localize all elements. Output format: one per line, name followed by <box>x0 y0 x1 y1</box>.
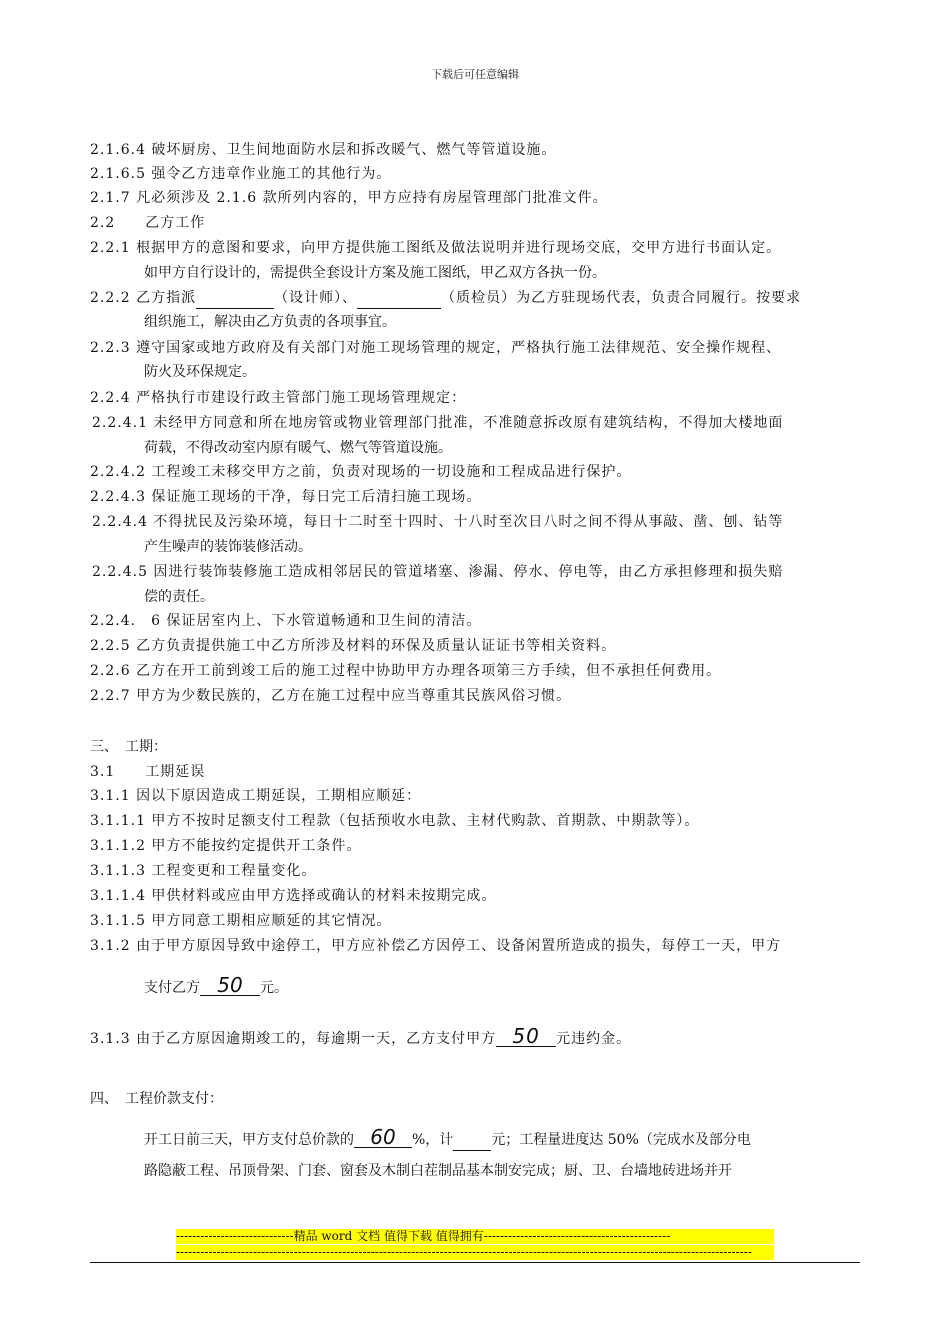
clause-2-2-7: 2.2.7 甲方为少数民族的，乙方在施工过程中应当尊重其民族风俗习惯。 <box>90 688 572 704</box>
designer-blank[interactable] <box>196 288 274 309</box>
clause-3-1-2: 3.1.2 由于甲方原因导致中途停工，甲方应补偿乙方因停工、设备闲置所造成的损失，每停工一天，甲方 <box>90 938 782 954</box>
clause-3-1-1-4: 3.1.1.4 甲供材料或应由甲方选择或确认的材料未按期完成。 <box>90 888 497 904</box>
clause-2-2-5: 2.2.5 乙方负责提供施工中乙方所涉及材料的环保及质量认证证书等相关资料。 <box>90 638 617 654</box>
payment-terms-line <box>144 1127 751 1151</box>
clause-2-2-1: 2.2.1 根据甲方的意图和要求，向甲方提供施工图纸及做法说明并进行现场交底，交甲方进行书面认定。 <box>90 240 782 256</box>
payment-prefix: 开工日前三天，甲方支付总价款的 <box>144 1132 354 1148</box>
clause-3-1-1-1: 3.1.1.1 甲方不按时足额支付工程款（包括预收水电款、主材代购款、首期款、中期款等）。 <box>90 813 700 829</box>
section-3-1-heading: 3.1 工期延误 <box>90 764 206 780</box>
clause-3-1-1-5: 3.1.1.5 甲方同意工期相应顺延的其它情况。 <box>90 913 392 929</box>
clause-2-2-3-cont: 防火及环保规定。 <box>144 364 256 380</box>
clause-2-1-6-5: 2.1.6.5 强令乙方违章作业施工的其他行为。 <box>90 166 392 182</box>
clause-2-2-4-2: 2.2.4.2 工程竣工未移交甲方之前，负责对现场的一切设施和工程成品进行保护。 <box>90 464 632 480</box>
inspector-label: （质检员）为乙方驻现场代表，负责合同履行。按要求 <box>441 290 802 306</box>
clause-3-1-1: 3.1.1 因以下原因造成工期延误，工期相应顺延： <box>90 788 422 804</box>
payment-suffix: 元；工程量进度达 50%（完成水及部分电 <box>491 1132 751 1148</box>
clause-2-2-4-3: 2.2.4.3 保证施工现场的干净，每日完工后清扫施工现场。 <box>90 489 482 505</box>
clause-2-2-6: 2.2.6 乙方在开工前到竣工后的施工过程中协助甲方办理各项第三方手续，但不承担任何费用。 <box>90 663 722 679</box>
designer-label: （设计师）、 <box>274 290 358 306</box>
daily-compensation-value[interactable]: 50 <box>200 975 260 996</box>
clause-2-2-1-cont: 如甲方自行设计的，需提供全套设计方案及施工图纸，甲乙双方各执一份。 <box>144 265 606 281</box>
section-4-heading: 四、 工程价款支付： <box>90 1091 223 1107</box>
clause-2-2-4: 2.2.4 严格执行市建设行政主管部门施工现场管理规定： <box>90 390 467 406</box>
payment-terms-cont: 路隐蔽工程、吊顶骨架、门套、窗套及木制白茬制品基本制安完成；厨、卫、台墙地砖进场并开 <box>144 1163 732 1179</box>
payment-amount-blank[interactable] <box>453 1130 491 1151</box>
clause-3-1-1-3: 3.1.1.3 工程变更和工程量变化。 <box>90 863 317 879</box>
section-3-heading: 三、 工期： <box>90 739 167 755</box>
clause-2-2-2 <box>90 288 801 309</box>
clause-2-2-4-5-cont: 偿的责任。 <box>144 589 214 605</box>
footer-rule <box>90 1262 860 1263</box>
clause-2-2-4-1-cont: 荷载，不得改动室内原有暖气、燃气等管道设施。 <box>144 440 452 456</box>
header-note: 下载后可任意编辑 <box>431 68 519 81</box>
payment-mid: %，计 <box>412 1132 454 1148</box>
clause-2-2-3: 2.2.3 遵守国家或地方政府及有关部门对施工现场管理的规定，严格执行施工法律规范、安全操作规程、 <box>90 340 782 356</box>
clause-2-2-4-4-cont: 产生噪声的装饰装修活动。 <box>144 539 312 555</box>
daily-penalty-value[interactable]: 50 <box>496 1026 556 1047</box>
penalty-suffix: 元违约金。 <box>556 1031 632 1047</box>
clause-2-2-2-cont: 组织施工，解决由乙方负责的各项事宜。 <box>144 314 396 330</box>
footer-banner-line1: -----------------------------精品 word 文档 值得下载 值得拥有---------------------------------------------- <box>176 1229 774 1244</box>
inspector-blank[interactable] <box>357 288 441 309</box>
clause-2-1-6-4: 2.1.6.4 破坏厨房、卫生间地面防水层和拆改暖气、燃气等管道设施。 <box>90 142 557 158</box>
clause-2-2-2-prefix: 2.2.2 乙方指派 <box>90 290 197 306</box>
clause-2-2-4-5: 2.2.4.5 因进行装饰装修施工造成相邻居民的管道堵塞、渗漏、停水、停电等，由乙方承担修理和损失赔 <box>92 564 784 580</box>
footer-banner-line2: ---------------------------------------------------------------------------------------------------------------------------------------------- <box>176 1245 774 1260</box>
clause-2-2-4-4: 2.2.4.4 不得扰民及污染环境，每日十二时至十四时、十八时至次日八时之间不得从事敲、凿、刨、钻等 <box>92 514 784 530</box>
clause-2-1-7: 2.1.7 凡必须涉及 2.1.6 款所列内容的，甲方应持有房屋管理部门批准文件。 <box>90 190 608 206</box>
pay-yi-prefix: 支付乙方 <box>144 980 200 996</box>
clause-3-1-1-2: 3.1.1.2 甲方不能按约定提供开工条件。 <box>90 838 362 854</box>
clause-2-2-4-1: 2.2.4.1 未经甲方同意和所在地房管或物业管理部门批准，不准随意拆改原有建筑结构，不得加大楼地面 <box>92 415 784 431</box>
down-payment-percent[interactable]: 60 <box>354 1127 412 1148</box>
penalty-prefix: 3.1.3 由于乙方原因逾期竣工的，每逾期一天，乙方支付甲方 <box>90 1031 497 1047</box>
clause-3-1-3 <box>90 1026 631 1049</box>
pay-yi-suffix: 元。 <box>260 980 288 996</box>
clause-2-2-4-6: 2.2.4. 6 保证居室内上、下水管道畅通和卫生间的清洁。 <box>90 613 482 629</box>
section-2-2-heading: 2.2 乙方工作 <box>90 215 206 231</box>
clause-3-1-2-cont <box>144 975 288 998</box>
